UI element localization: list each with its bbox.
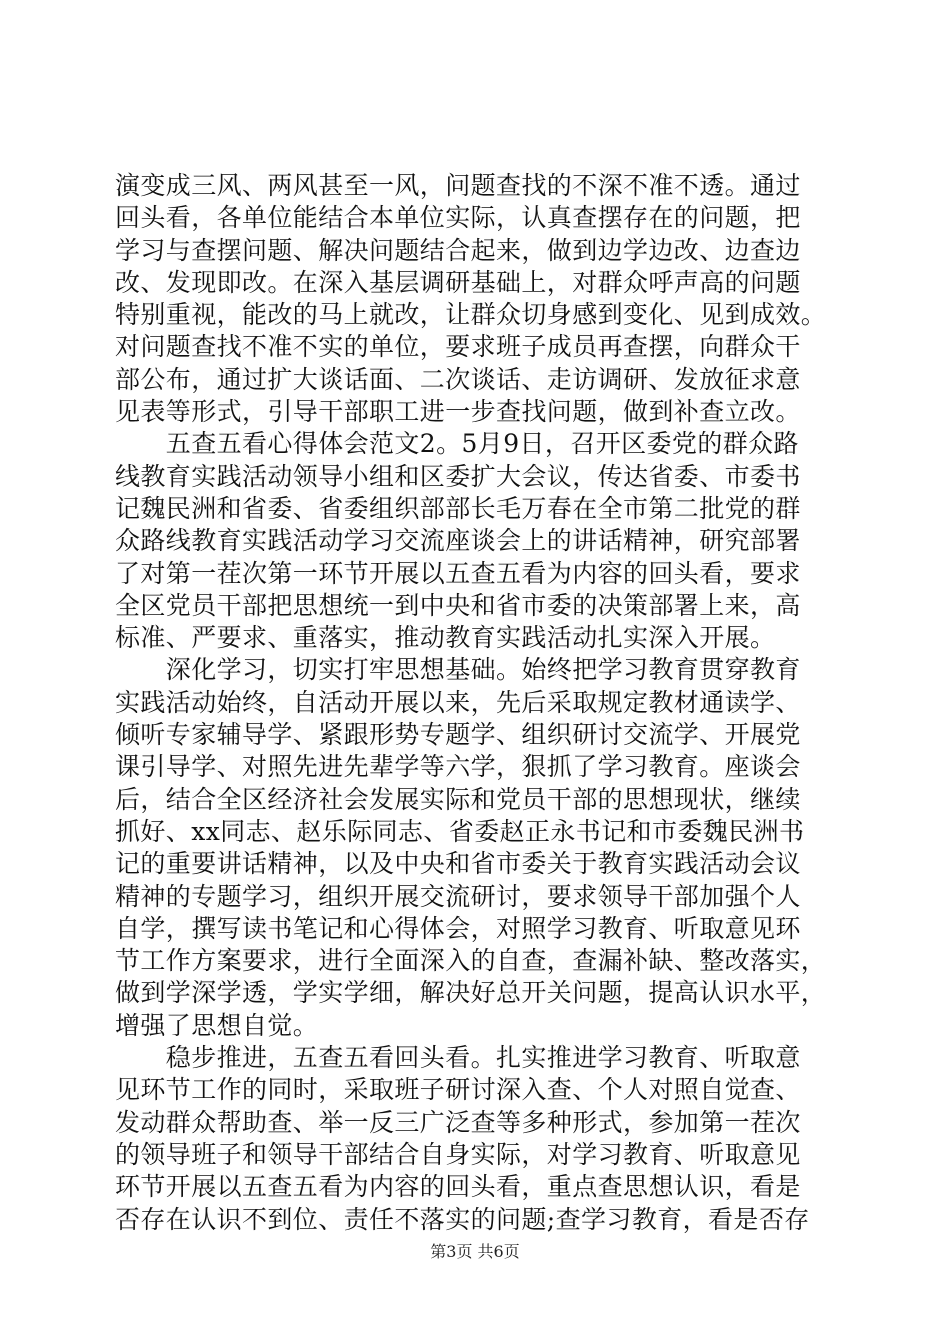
text-line: 记的重要讲话精神，以及中央和省市委关于教育实践活动会议	[115, 849, 801, 879]
text-line: 全区党员干部把思想统一到中央和省市委的决策部署上来，高	[115, 590, 801, 620]
text-line: 改、发现即改。在深入基层调研基础上，对群众呼声高的问题	[115, 267, 801, 297]
text-line: 发动群众帮助查、举一反三广泛查等多种形式，参加第一茬次	[115, 1107, 801, 1137]
text-line: 实践活动始终，自活动开展以来，先后采取规定教材通读学、	[115, 687, 801, 717]
text-line: 自学，撰写读书笔记和心得体会，对照学习教育、听取意见环	[115, 913, 801, 943]
text-line: 标准、严要求、重落实，推动教育实践活动扎实深入开展。	[115, 623, 776, 653]
page-footer: 第3页 共6页	[430, 1242, 520, 1261]
text-line: 精神的专题学习，组织开展交流研讨，要求领导干部加强个人	[115, 881, 801, 911]
text-line: 演变成三风、两风甚至一风，问题查找的不深不准不透。通过	[115, 171, 801, 200]
text-line: 做到学深学透，学实学细，解决好总开关问题，提高认识水平，	[115, 978, 827, 1008]
text-line: 否存在认识不到位、责任不落实的问题;查学习教育，看是否存	[115, 1204, 810, 1234]
text-line: 线教育实践活动领导小组和区委扩大会议，传达省委、市委书	[115, 461, 801, 491]
text-line: 倾听专家辅导学、紧跟形势专题学、组织研讨交流学、开展党	[115, 720, 801, 750]
text-line: 的领导班子和领导干部结合自身实际，对学习教育、听取意见	[115, 1139, 801, 1169]
text-line: 了对第一茬次第一环节开展以五查五看为内容的回头看，要求	[115, 558, 801, 588]
text-line: 增强了思想自觉。	[115, 1010, 319, 1040]
text-line: 见表等形式，引导干部职工进一步查找问题，做到补查立改。	[115, 397, 801, 427]
text-line: 后，结合全区经济社会发展实际和党员干部的思想现状，继续	[115, 784, 801, 814]
text-line: 记魏民洲和省委、省委组织部部长毛万春在全市第二批党的群	[115, 493, 801, 523]
body-text	[115, 170, 845, 1236]
text-line: 见环节工作的同时，采取班子研讨深入查、个人对照自觉查、	[115, 1075, 801, 1105]
text-line: 众路线教育实践活动学习交流座谈会上的讲话精神，研究部署	[115, 526, 801, 556]
text-line: 五查五看心得体会范文2。5月9日，召开区委党的群众路	[115, 429, 799, 459]
text-line: 部公布，通过扩大谈话面、二次谈话、走访调研、发放征求意	[115, 364, 801, 394]
text-line: 课引导学、对照先进先辈学等六学，狠抓了学习教育。座谈会	[115, 752, 801, 782]
text-line: 环节开展以五查五看为内容的回头看，重点查思想认识，看是	[115, 1172, 801, 1202]
text-line: 特别重视，能改的马上就改，让群众切身感到变化、见到成效。	[115, 300, 827, 330]
text-line: 对问题查找不准不实的单位，要求班子成员再查摆，向群众干	[115, 332, 801, 362]
text-line: 学习与查摆问题、解决问题结合起来，做到边学边改、边查边	[115, 235, 801, 265]
text-line: 抓好、xx同志、赵乐际同志、省委赵正永书记和市委魏民洲书	[115, 816, 805, 846]
text-line: 回头看，各单位能结合本单位实际，认真查摆存在的问题，把	[115, 203, 801, 233]
text-line: 稳步推进，五查五看回头看。扎实推进学习教育、听取意	[115, 1043, 801, 1073]
text-line: 深化学习，切实打牢思想基础。始终把学习教育贯穿教育	[115, 655, 801, 685]
text-line: 节工作方案要求，进行全面深入的自查，查漏补缺、整改落实，	[115, 946, 827, 976]
